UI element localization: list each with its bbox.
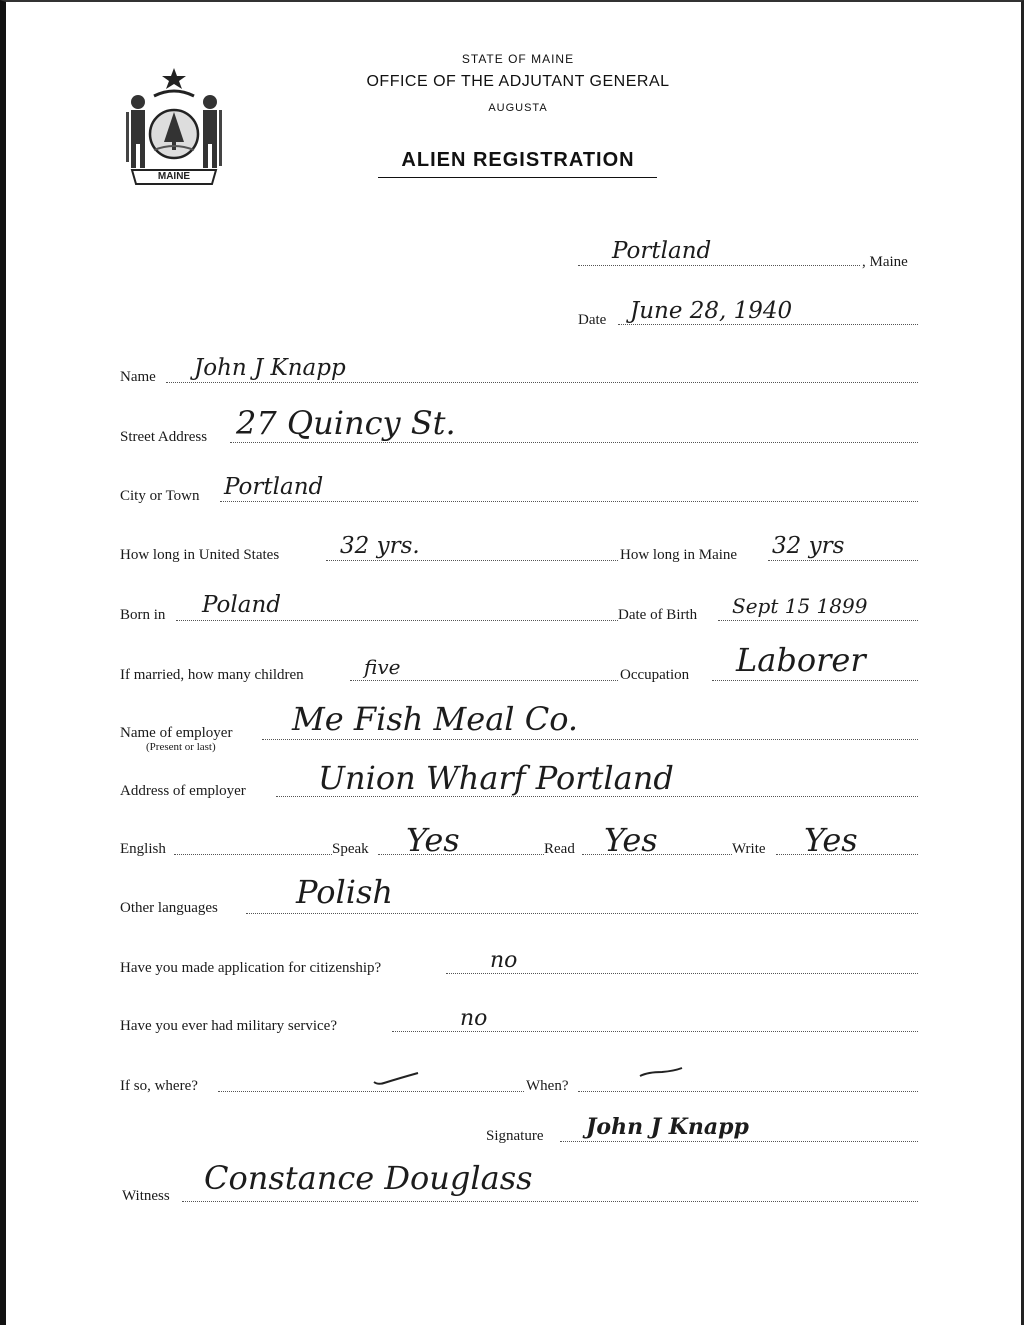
date-line <box>618 324 918 325</box>
children-value: five <box>364 655 401 679</box>
when-label: When? <box>526 1078 569 1094</box>
city-heading: AUGUSTA <box>488 102 548 114</box>
employer-value: Me Fish Meal Co. <box>292 700 579 738</box>
signature-value: John J Knapp <box>586 1114 749 1140</box>
occupation-line <box>712 680 918 681</box>
other-languages-value: Polish <box>296 873 393 911</box>
citizenship-line <box>446 973 918 974</box>
children-line <box>350 680 618 681</box>
witness-label: Witness <box>122 1188 170 1204</box>
born-in-label: Born in <box>120 607 166 623</box>
street-address-label: Street Address <box>120 429 208 445</box>
form-title: ALIEN REGISTRATION <box>401 149 635 171</box>
city-value: Portland <box>224 474 324 500</box>
military-line <box>392 1031 918 1032</box>
occupation-label: Occupation <box>620 667 690 683</box>
street-address-line <box>230 442 918 443</box>
citizenship-value: no <box>490 948 518 973</box>
name-line <box>166 382 918 383</box>
where-line <box>218 1091 524 1092</box>
city-line <box>220 501 918 502</box>
witness-value: Constance Douglass <box>204 1159 533 1197</box>
other-languages-label: Other languages <box>120 900 218 916</box>
employer-label: Name of employer <box>120 725 233 741</box>
years-us-line <box>326 560 618 561</box>
write-value: Yes <box>804 821 858 859</box>
date-label: Date <box>578 312 607 328</box>
occupation-value: Laborer <box>736 641 866 679</box>
speak-label: Speak <box>332 841 369 857</box>
place-suffix: , Maine <box>862 254 908 270</box>
date-of-birth-value: Sept 15 1899 <box>732 594 868 618</box>
years-maine-line <box>768 560 918 561</box>
military-label: Have you ever had military service? <box>120 1018 337 1034</box>
seal-banner-text: MAINE <box>157 171 191 182</box>
when-line <box>578 1091 918 1092</box>
where-dash-mark <box>372 1070 420 1088</box>
place-value: Portland <box>612 238 712 264</box>
citizenship-label: Have you made application for citizenship? <box>120 960 382 976</box>
name-label: Name <box>120 369 156 385</box>
born-in-line <box>176 620 618 621</box>
military-value: no <box>460 1006 488 1031</box>
born-in-value: Poland <box>202 592 281 618</box>
date-of-birth-line <box>718 620 918 621</box>
signature-label: Signature <box>486 1128 544 1144</box>
where-label: If so, where? <box>120 1078 198 1094</box>
state-heading: STATE OF MAINE <box>461 52 575 66</box>
years-us-label: How long in United States <box>120 547 280 563</box>
children-label: If married, how many children <box>120 667 304 683</box>
english-label: English <box>120 841 166 857</box>
speak-line <box>378 854 544 855</box>
when-dash-mark <box>638 1064 684 1080</box>
employer-sublabel: (Present or last) <box>146 741 216 753</box>
english-line <box>174 854 332 855</box>
witness-line <box>182 1201 918 1202</box>
employer-address-value: Union Wharf Portland <box>318 759 674 797</box>
read-value: Yes <box>604 821 658 859</box>
date-value: June 28, 1940 <box>630 298 793 324</box>
date-of-birth-label: Date of Birth <box>618 607 698 623</box>
place-line <box>578 265 860 266</box>
speak-value: Yes <box>406 821 460 859</box>
read-label: Read <box>544 841 575 857</box>
city-label: City or Town <box>120 488 200 504</box>
employer-address-label: Address of employer <box>120 783 246 799</box>
signature-line <box>560 1141 918 1142</box>
employer-line <box>262 739 918 740</box>
title-underline <box>378 177 657 178</box>
name-value: John J Knapp <box>194 355 346 381</box>
other-languages-line <box>246 913 918 914</box>
years-maine-value: 32 yrs <box>772 533 845 559</box>
office-heading: OFFICE OF THE ADJUTANT GENERAL <box>366 73 670 90</box>
years-us-value: 32 yrs. <box>340 533 420 559</box>
years-maine-label: How long in Maine <box>620 547 738 563</box>
write-label: Write <box>732 841 766 857</box>
street-address-value: 27 Quincy St. <box>236 404 456 442</box>
